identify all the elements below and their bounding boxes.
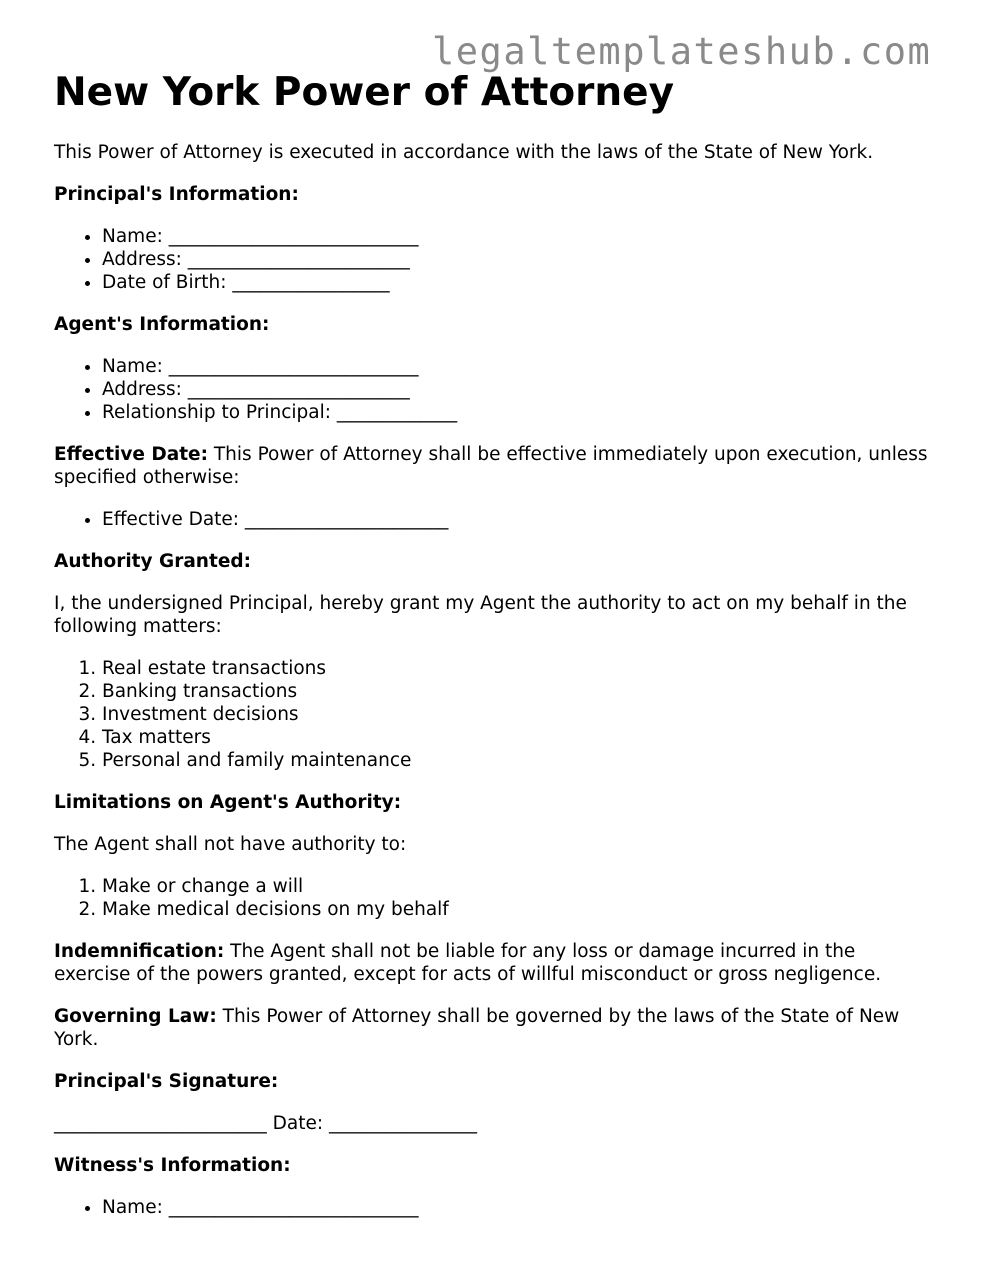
governing-law-text: This Power of Attorney shall be governed by the laws of the State of New York.: [54, 1006, 900, 1050]
agent-name-field[interactable]: • Name: ___________________________: [102, 355, 934, 378]
witness-name-field[interactable]: • Name: ___________________________: [102, 1196, 934, 1219]
limitation-item: 1. Make or change a will: [102, 875, 934, 898]
principal-address-field[interactable]: • Address: ________________________: [102, 248, 934, 271]
document-title: New York Power of Attorney: [54, 70, 675, 115]
authority-item: 2. Banking transactions: [102, 680, 934, 703]
limitation-item: 2. Make medical decisions on my behalf: [102, 898, 934, 921]
agent-heading: Agent's Information:: [54, 314, 270, 335]
limitations-list: [54, 875, 934, 921]
indemnification-paragraph: [54, 940, 934, 986]
document-body: [54, 141, 934, 1238]
authority-intro: I, the undersigned Principal, hereby grant my Agent the authority to act on my behalf in the following matters:: [54, 593, 907, 637]
witness-fields: [54, 1196, 934, 1219]
effective-date-paragraph: [54, 443, 934, 489]
signature-date-line[interactable]: _______________________ Date: ________________: [54, 1113, 477, 1134]
indemnification-text: The Agent shall not be liable for any loss or damage incurred in the exercise of the powers granted, except for acts of willful misconduct or gross negligence.: [54, 941, 882, 985]
witness-heading: Witness's Information:: [54, 1155, 291, 1176]
signature-heading: Principal's Signature:: [54, 1071, 279, 1092]
intro-paragraph: This Power of Attorney is executed in accordance with the laws of the State of New York.: [54, 142, 874, 163]
effective-date-label: Effective Date:: [54, 444, 208, 465]
agent-address-field[interactable]: • Address: ________________________: [102, 378, 934, 401]
authority-list: [54, 657, 934, 772]
watermark: legaltemplateshub.com: [432, 30, 932, 73]
principal-heading: Principal's Information:: [54, 184, 299, 205]
authority-item: 1. Real estate transactions: [102, 657, 934, 680]
governing-law-paragraph: [54, 1005, 934, 1051]
effective-date-text: This Power of Attorney shall be effective immediately upon execution, unless specified otherwise:: [54, 444, 928, 488]
principal-fields: [54, 225, 934, 294]
agent-fields: [54, 355, 934, 424]
authority-item: 4. Tax matters: [102, 726, 934, 749]
governing-law-label: Governing Law:: [54, 1006, 217, 1027]
effective-date-field[interactable]: • Effective Date: ______________________: [102, 508, 934, 531]
effective-date-fields: [54, 508, 934, 531]
agent-relationship-field[interactable]: • Relationship to Principal: _____________: [102, 401, 934, 424]
authority-item: 5. Personal and family maintenance: [102, 749, 934, 772]
principal-name-field[interactable]: • Name: ___________________________: [102, 225, 934, 248]
authority-item: 3. Investment decisions: [102, 703, 934, 726]
authority-heading: Authority Granted:: [54, 551, 252, 572]
indemnification-label: Indemnification:: [54, 941, 225, 962]
principal-dob-field[interactable]: • Date of Birth: _________________: [102, 271, 934, 294]
limitations-heading: Limitations on Agent's Authority:: [54, 792, 402, 813]
limitations-intro: The Agent shall not have authority to:: [54, 834, 407, 855]
